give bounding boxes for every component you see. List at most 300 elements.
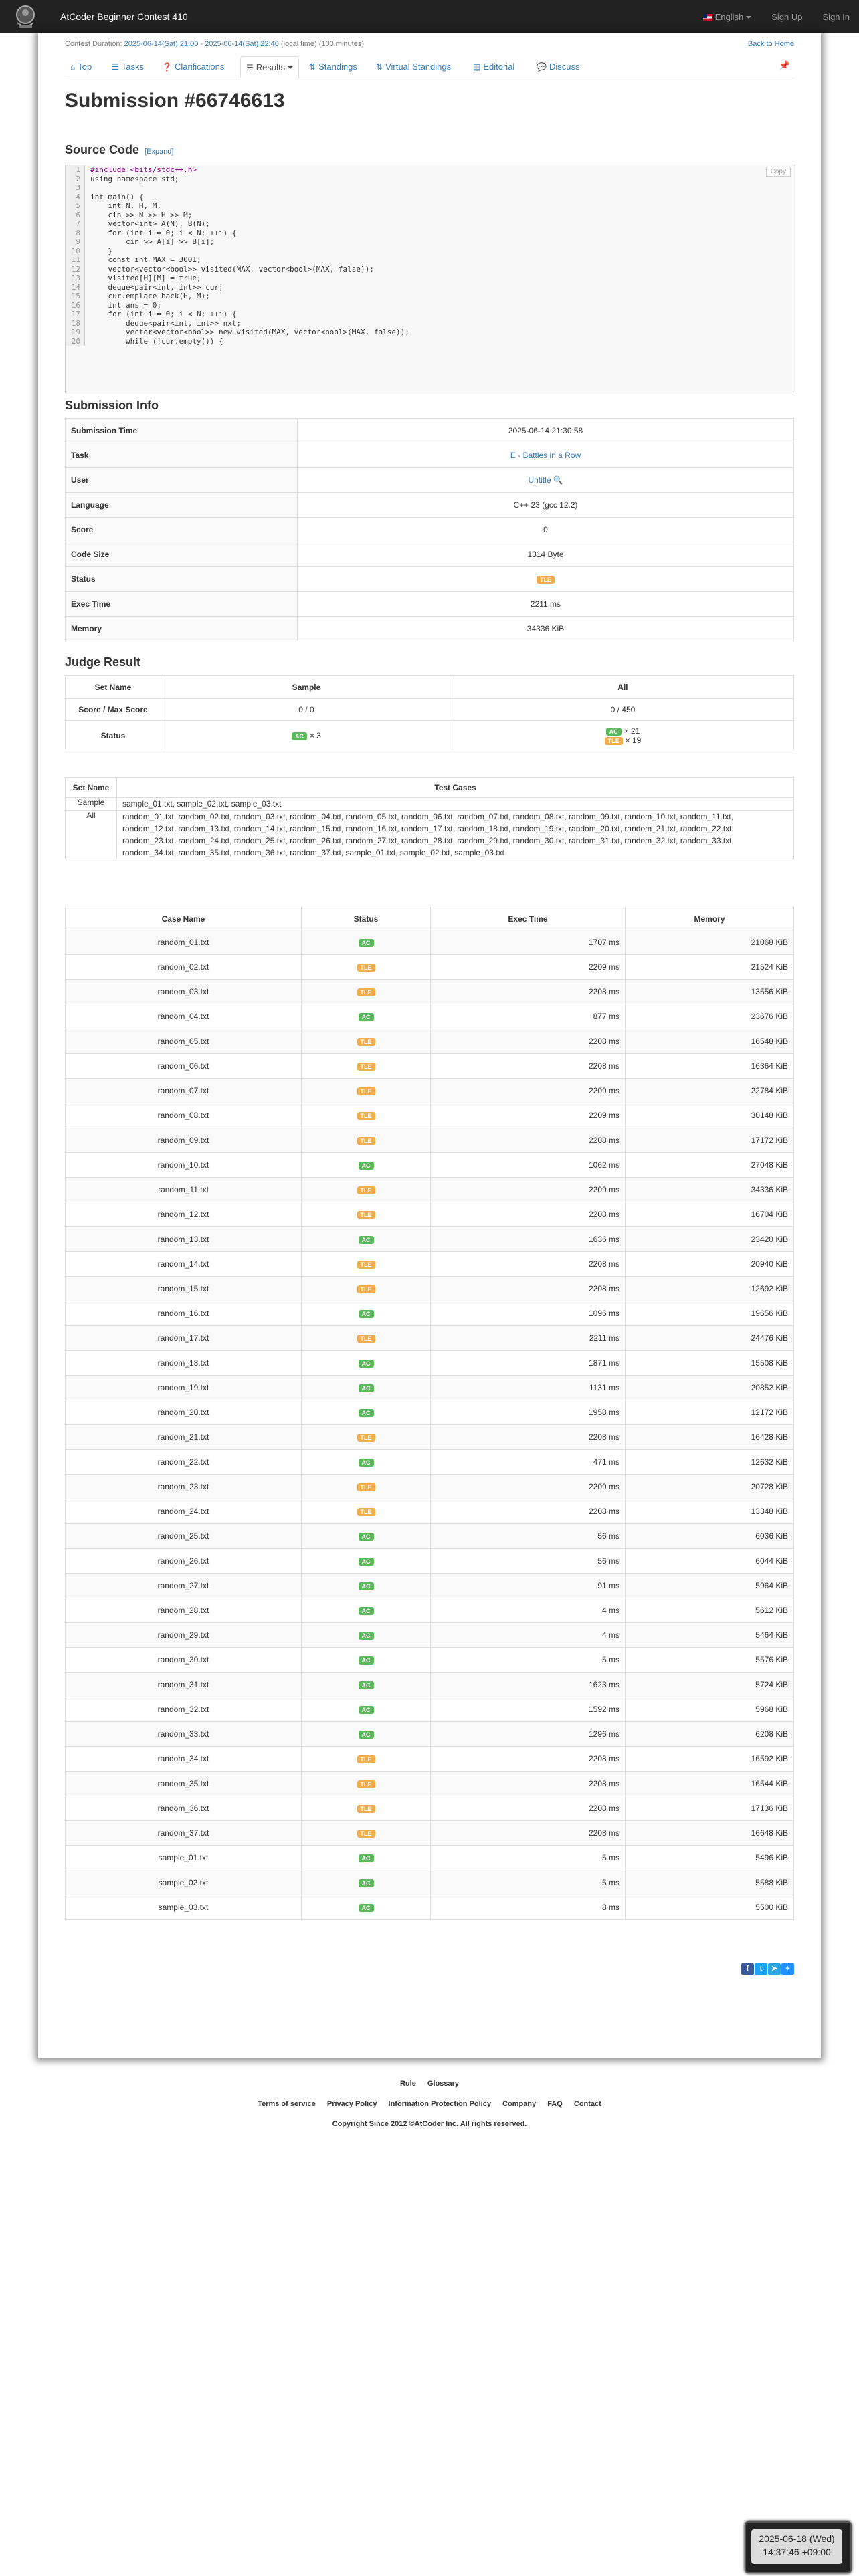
case-memory: 13556 KiB <box>626 980 794 1004</box>
tab-top[interactable] <box>70 56 92 77</box>
judge-header-sample: Sample <box>161 676 452 699</box>
case-status <box>302 1425 431 1450</box>
case-status <box>302 980 431 1004</box>
case-memory: 17172 KiB <box>626 1128 794 1153</box>
case-exec-time: 1636 ms <box>431 1227 626 1252</box>
case-name: random_32.txt <box>66 1697 302 1722</box>
sample-status <box>161 721 452 750</box>
status-badge: AC <box>359 1162 374 1170</box>
case-exec-time: 4 ms <box>431 1598 626 1623</box>
tab-editorial-label: Editorial <box>483 62 515 72</box>
case-name: random_14.txt <box>66 1252 302 1277</box>
chevron-down-icon <box>746 16 751 19</box>
code-line <box>66 247 795 256</box>
status-badge: AC <box>292 732 307 740</box>
code-line <box>66 337 795 346</box>
case-name: random_04.txt <box>66 1004 302 1029</box>
sets-header-set-name: Set Name <box>66 778 117 798</box>
case-name: random_12.txt <box>66 1202 302 1227</box>
back-home-link[interactable]: Back to Home <box>747 40 794 48</box>
table-row <box>66 1549 794 1574</box>
case-name: random_03.txt <box>66 980 302 1004</box>
info-row <box>66 468 794 493</box>
status-badge: TLE <box>357 1434 375 1442</box>
case-exec-time: 1592 ms <box>431 1697 626 1722</box>
case-status <box>302 1821 431 1846</box>
code-line <box>66 175 795 184</box>
case-exec-time: 2209 ms <box>431 1103 626 1128</box>
table-row <box>66 1475 794 1499</box>
info-label: Memory <box>66 617 298 641</box>
table-row <box>66 1153 794 1178</box>
table-row <box>66 1425 794 1450</box>
footer-link-terms[interactable]: Terms of service <box>258 2100 316 2108</box>
table-row <box>66 1747 794 1772</box>
source-code-heading-text: Source Code <box>65 143 140 156</box>
code-text: const int MAX = 3001; <box>90 255 201 264</box>
end-time-link[interactable]: 2025-06-14(Sat) 22:40 <box>205 40 279 48</box>
case-status <box>302 1054 431 1079</box>
case-exec-time: 2208 ms <box>431 1499 626 1524</box>
sort-icon: ⇅ <box>309 62 316 72</box>
duration-label: Contest Duration: <box>65 40 122 48</box>
status-badge: AC <box>359 1533 374 1541</box>
footer-link-privacy[interactable]: Privacy Policy <box>326 2100 377 2108</box>
status-badge: TLE <box>357 1805 375 1813</box>
case-status <box>302 1574 431 1598</box>
line-number: 18 <box>66 319 85 328</box>
status-badge: TLE <box>357 1285 375 1293</box>
case-exec-time: 2208 ms <box>431 1796 626 1821</box>
sample-score: 0 / 0 <box>161 699 452 721</box>
book-icon: ▤ <box>473 62 481 72</box>
status-badge: AC <box>359 1360 374 1368</box>
info-value <box>298 567 794 592</box>
user-link[interactable]: Untitle <box>528 475 551 485</box>
source-code-block[interactable] <box>65 165 795 393</box>
case-name: random_02.txt <box>66 955 302 980</box>
footer-link-glossary[interactable]: Glossary <box>427 2080 459 2088</box>
case-status <box>302 1747 431 1772</box>
code-line <box>66 283 795 292</box>
line-number: 4 <box>66 193 85 202</box>
code-line <box>66 310 795 319</box>
case-name: sample_02.txt <box>66 1870 302 1895</box>
footer-link-faq[interactable]: FAQ <box>547 2100 563 2108</box>
contest-title[interactable]: AtCoder Beginner Contest 410 <box>60 11 188 22</box>
status-badge: AC <box>359 939 374 947</box>
case-memory: 6044 KiB <box>626 1549 794 1574</box>
case-exec-time: 1707 ms <box>431 930 626 955</box>
code-text: #include <bits/stdc++.h> <box>90 165 197 174</box>
case-name: random_13.txt <box>66 1227 302 1252</box>
case-name: random_25.txt <box>66 1524 302 1549</box>
table-row <box>66 1277 794 1301</box>
twitter-share-icon[interactable]: t <box>755 1963 767 1975</box>
status-badge: TLE <box>357 1830 375 1838</box>
code-text: cin >> N >> H >> M; <box>90 210 193 219</box>
case-memory: 20852 KiB <box>626 1376 794 1400</box>
table-row <box>66 1450 794 1475</box>
info-row <box>66 518 794 542</box>
submission-info-table <box>65 418 794 641</box>
table-row <box>66 1895 794 1920</box>
case-memory: 23676 KiB <box>626 1004 794 1029</box>
info-value <box>298 468 794 493</box>
case-memory: 16548 KiB <box>626 1029 794 1054</box>
top-navbar <box>0 0 859 33</box>
case-name: random_06.txt <box>66 1054 302 1079</box>
info-row <box>66 542 794 567</box>
case-status <box>302 1895 431 1920</box>
line-number: 13 <box>66 274 85 283</box>
footer-link-company[interactable]: Company <box>502 2100 537 2108</box>
contest-duration: Contest Duration: 2025-06-14(Sat) 21:00 - 2025-06-14(Sat) 22:40 (local time) (100 minutes) <box>65 40 364 48</box>
line-number: 11 <box>66 255 85 265</box>
case-status <box>302 1301 431 1326</box>
facebook-share-icon[interactable]: f <box>741 1963 754 1975</box>
status-badge: TLE <box>357 1755 375 1763</box>
tab-top-label: Top <box>78 62 92 72</box>
set-cases: sample_01.txt, sample_02.txt, sample_03.txt <box>117 798 794 811</box>
status-badge: AC <box>359 1656 374 1665</box>
sets-header-test-cases: Test Cases <box>117 778 794 798</box>
tab-standings[interactable] <box>309 56 357 77</box>
status-badge: TLE <box>357 1137 375 1145</box>
table-row <box>66 1722 794 1747</box>
tab-discuss-label: Discuss <box>549 62 580 72</box>
status-badge: TLE <box>357 1087 375 1095</box>
tab-editorial[interactable] <box>473 56 514 77</box>
line-number: 10 <box>66 247 85 256</box>
code-text: vector<vector<bool>> new_visited(MAX, vector<bool>(MAX, false)); <box>90 328 409 336</box>
case-exec-time: 1131 ms <box>431 1376 626 1400</box>
case-exec-time: 1623 ms <box>431 1673 626 1697</box>
clock-date: 2025-06-18 (Wed) <box>759 2533 835 2544</box>
status-badge: TLE <box>357 1483 375 1491</box>
info-label: Task <box>66 443 298 468</box>
pin-icon[interactable]: 📌 <box>779 60 790 70</box>
table-row <box>66 1697 794 1722</box>
case-name: random_30.txt <box>66 1648 302 1673</box>
start-time-link[interactable]: 2025-06-14(Sat) 21:00 <box>124 40 199 48</box>
code-line <box>66 219 795 229</box>
status-count: × 19 <box>625 735 642 745</box>
table-row <box>66 1376 794 1400</box>
case-memory: 12172 KiB <box>626 1400 794 1425</box>
case-exec-time: 91 ms <box>431 1574 626 1598</box>
telegram-share-icon[interactable]: ➤ <box>768 1963 781 1975</box>
copy-button[interactable]: Copy <box>766 167 791 177</box>
status-badge: AC <box>359 1632 374 1640</box>
case-exec-time: 877 ms <box>431 1004 626 1029</box>
case-exec-time: 2209 ms <box>431 955 626 980</box>
code-line <box>66 237 795 247</box>
line-number: 20 <box>66 337 85 346</box>
line-number: 12 <box>66 265 85 274</box>
status-badge: TLE <box>357 1038 375 1046</box>
tab-clarifications[interactable] <box>162 56 224 77</box>
case-status <box>302 1103 431 1128</box>
case-exec-time: 56 ms <box>431 1549 626 1574</box>
footer-link-contact[interactable]: Contact <box>573 2100 601 2108</box>
status-badge: TLE <box>357 1508 375 1516</box>
status-badge: AC <box>359 1706 374 1714</box>
search-icon[interactable]: 🔍 <box>553 475 563 485</box>
line-number: 2 <box>66 175 85 184</box>
comment-icon: 💬 <box>537 62 547 72</box>
case-name: random_09.txt <box>66 1128 302 1153</box>
case-status <box>302 1722 431 1747</box>
case-status <box>302 1227 431 1252</box>
status-badge: TLE <box>357 1335 375 1343</box>
all-status <box>452 721 793 750</box>
main-container <box>38 33 821 2058</box>
case-status <box>302 1772 431 1796</box>
chevron-down-icon <box>288 66 293 69</box>
info-label: Submission Time <box>66 419 298 443</box>
sort-icon: ⇅ <box>376 62 383 72</box>
status-badge: TLE <box>357 1063 375 1071</box>
cases-header-name[interactable]: Case Name <box>66 907 302 930</box>
case-exec-time: 2208 ms <box>431 1772 626 1796</box>
status-badge: TLE <box>537 576 555 584</box>
case-memory: 19656 KiB <box>626 1301 794 1326</box>
cases-header-exec-time[interactable]: Exec Time <box>431 907 626 930</box>
table-row <box>66 1598 794 1623</box>
status-badge: AC <box>359 1854 374 1862</box>
case-exec-time: 8 ms <box>431 1895 626 1920</box>
case-status <box>302 1499 431 1524</box>
case-memory: 5964 KiB <box>626 1574 794 1598</box>
case-memory: 5576 KiB <box>626 1648 794 1673</box>
line-number: 3 <box>66 183 85 193</box>
code-line <box>66 292 795 301</box>
source-code-heading <box>65 143 173 157</box>
case-name: random_10.txt <box>66 1153 302 1178</box>
case-status <box>302 1029 431 1054</box>
line-number: 16 <box>66 301 85 310</box>
case-status <box>302 1846 431 1870</box>
more-share-icon[interactable]: + <box>781 1963 794 1975</box>
code-line <box>66 265 795 274</box>
case-memory: 6208 KiB <box>626 1722 794 1747</box>
code-line <box>66 201 795 211</box>
home-icon: ⌂ <box>70 62 76 72</box>
case-name: random_28.txt <box>66 1598 302 1623</box>
case-memory: 20728 KiB <box>626 1475 794 1499</box>
table-row <box>66 1004 794 1029</box>
case-exec-time: 56 ms <box>431 1524 626 1549</box>
table-row <box>66 1351 794 1376</box>
case-memory: 24476 KiB <box>626 1326 794 1351</box>
list-icon: ☰ <box>112 62 119 72</box>
case-memory: 16592 KiB <box>626 1747 794 1772</box>
case-exec-time: 471 ms <box>431 1450 626 1475</box>
case-name: random_08.txt <box>66 1103 302 1128</box>
case-name: random_29.txt <box>66 1623 302 1648</box>
case-exec-time: 2208 ms <box>431 1128 626 1153</box>
tab-discuss[interactable] <box>537 56 579 77</box>
status-badge: AC <box>359 1409 374 1417</box>
code-text: cin >> A[i] >> B[i]; <box>90 237 215 246</box>
case-name: random_24.txt <box>66 1499 302 1524</box>
info-row <box>66 617 794 641</box>
table-row <box>66 1079 794 1103</box>
case-memory: 21068 KiB <box>626 930 794 955</box>
judge-result-table <box>65 675 794 750</box>
case-name: random_33.txt <box>66 1722 302 1747</box>
table-row <box>66 1796 794 1821</box>
case-memory: 12632 KiB <box>626 1450 794 1475</box>
line-number: 15 <box>66 292 85 301</box>
set-row <box>66 811 794 859</box>
case-status <box>302 1004 431 1029</box>
expand-button[interactable]: [Expand] <box>145 148 174 156</box>
language-dropdown[interactable] <box>703 12 752 22</box>
case-memory: 17136 KiB <box>626 1796 794 1821</box>
status-badge: TLE <box>357 988 375 996</box>
case-name: random_23.txt <box>66 1475 302 1499</box>
line-number: 1 <box>66 165 85 175</box>
info-value: 2025-06-14 21:30:58 <box>298 419 794 443</box>
judge-header-all: All <box>452 676 793 699</box>
set-cases: random_01.txt, random_02.txt, random_03.txt, random_04.txt, random_05.txt, random_06.txt, random_07.txt, random_08.txt, random_09.txt, random_10.txt, random_11.txt, random_12.txt, random_13.txt, random_14.txt, random_15.txt, random_16.txt, random_17.txt, random_18.txt, random_19.txt, random_20.txt, random_21.txt, random_22.txt, random_23.txt, random_24.txt, random_25.txt, random_26.txt, random_27.txt, random_28.txt, random_29.txt, random_30.txt, random_31.txt, random_32.txt, random_33.txt, random_34.txt, random_35.txt, random_36.txt, random_37.txt, sample_01.txt, sample_02.txt, sample_03.txt <box>117 811 794 859</box>
info-label: Score <box>66 518 298 542</box>
table-row <box>66 1054 794 1079</box>
set-name: Sample <box>66 798 117 811</box>
task-link[interactable]: E - Battles in a Row <box>510 451 581 460</box>
code-text: } <box>90 246 113 255</box>
case-memory: 22784 KiB <box>626 1079 794 1103</box>
case-memory: 15508 KiB <box>626 1351 794 1376</box>
case-memory: 27048 KiB <box>626 1153 794 1178</box>
status-badge: AC <box>359 1904 374 1912</box>
sign-in-link[interactable]: Sign In <box>822 11 850 22</box>
case-name: random_01.txt <box>66 930 302 955</box>
table-row <box>66 955 794 980</box>
duration-suffix: (local time) (100 minutes) <box>280 40 364 48</box>
case-memory: 12692 KiB <box>626 1277 794 1301</box>
case-exec-time: 2208 ms <box>431 1202 626 1227</box>
sign-up-link[interactable]: Sign Up <box>771 11 803 22</box>
table-row <box>66 1524 794 1549</box>
case-name: random_16.txt <box>66 1301 302 1326</box>
case-name: random_15.txt <box>66 1277 302 1301</box>
share-buttons <box>741 1963 794 1975</box>
code-text: for (int i = 0; i < N; ++i) { <box>90 228 237 237</box>
status-count-line <box>167 731 446 740</box>
language-label: English <box>714 11 744 22</box>
case-status <box>302 1277 431 1301</box>
case-name: random_34.txt <box>66 1747 302 1772</box>
table-row <box>66 1648 794 1673</box>
table-row <box>66 1202 794 1227</box>
table-row <box>66 1128 794 1153</box>
case-status <box>302 1475 431 1499</box>
clock-display <box>751 2529 842 2564</box>
case-memory: 23420 KiB <box>626 1227 794 1252</box>
status-badge: AC <box>359 1731 374 1739</box>
cases-header-status[interactable]: Status <box>302 907 431 930</box>
case-memory: 16428 KiB <box>626 1425 794 1450</box>
code-text: int ans = 0; <box>90 300 161 310</box>
table-row <box>66 1772 794 1796</box>
table-row <box>66 1846 794 1870</box>
case-name: random_20.txt <box>66 1400 302 1425</box>
cases-header-memory[interactable]: Memory <box>626 907 794 930</box>
table-row <box>66 1623 794 1648</box>
case-exec-time: 1958 ms <box>431 1400 626 1425</box>
tab-tasks[interactable] <box>112 56 144 77</box>
tab-results[interactable] <box>240 56 299 78</box>
table-row <box>66 1574 794 1598</box>
set-name: All <box>66 811 117 859</box>
case-name: random_11.txt <box>66 1178 302 1202</box>
case-status <box>302 1376 431 1400</box>
tab-virtual-standings[interactable] <box>376 56 451 77</box>
case-memory: 16544 KiB <box>626 1772 794 1796</box>
case-exec-time: 2208 ms <box>431 1425 626 1450</box>
judge-result-heading: Judge Result <box>65 655 141 669</box>
case-exec-time: 5 ms <box>431 1648 626 1673</box>
status-badge: TLE <box>605 737 623 745</box>
footer-link-rule[interactable]: Rule <box>400 2080 416 2088</box>
code-line <box>66 301 795 310</box>
judge-header-set-name: Set Name <box>66 676 161 699</box>
table-row <box>66 1400 794 1425</box>
table-row <box>66 1326 794 1351</box>
case-memory: 16704 KiB <box>626 1202 794 1227</box>
test-cases-table <box>65 907 794 1920</box>
status-count-line <box>458 726 788 736</box>
case-exec-time: 1096 ms <box>431 1301 626 1326</box>
footer-link-info-protection[interactable]: Information Protection Policy <box>388 2100 491 2108</box>
uk-flag-icon <box>703 14 712 21</box>
table-row <box>66 1178 794 1202</box>
case-name: random_19.txt <box>66 1376 302 1400</box>
score-label: Score / Max Score <box>66 699 161 721</box>
case-status <box>302 1648 431 1673</box>
case-memory: 5500 KiB <box>626 1895 794 1920</box>
status-badge: AC <box>359 1384 374 1392</box>
table-row <box>66 1870 794 1895</box>
case-exec-time: 2211 ms <box>431 1326 626 1351</box>
info-row <box>66 443 794 468</box>
table-row <box>66 1029 794 1054</box>
info-value: 2211 ms <box>298 592 794 617</box>
case-name: random_27.txt <box>66 1574 302 1598</box>
tab-standings-label: Standings <box>318 62 357 72</box>
line-number: 6 <box>66 211 85 220</box>
case-status <box>302 1598 431 1623</box>
case-exec-time: 2209 ms <box>431 1178 626 1202</box>
status-badge: AC <box>359 1558 374 1566</box>
case-memory: 5496 KiB <box>626 1846 794 1870</box>
case-status <box>302 1549 431 1574</box>
code-text: deque<pair<int, int>> cur; <box>90 282 223 292</box>
table-row <box>66 1103 794 1128</box>
case-exec-time: 5 ms <box>431 1870 626 1895</box>
table-row <box>66 930 794 955</box>
code-line <box>66 274 795 283</box>
atcoder-logo-icon[interactable] <box>8 3 43 31</box>
code-line <box>66 328 795 337</box>
code-line <box>66 255 795 265</box>
status-badge: TLE <box>357 1211 375 1219</box>
status-badge: TLE <box>357 1261 375 1269</box>
case-exec-time: 2208 ms <box>431 1277 626 1301</box>
